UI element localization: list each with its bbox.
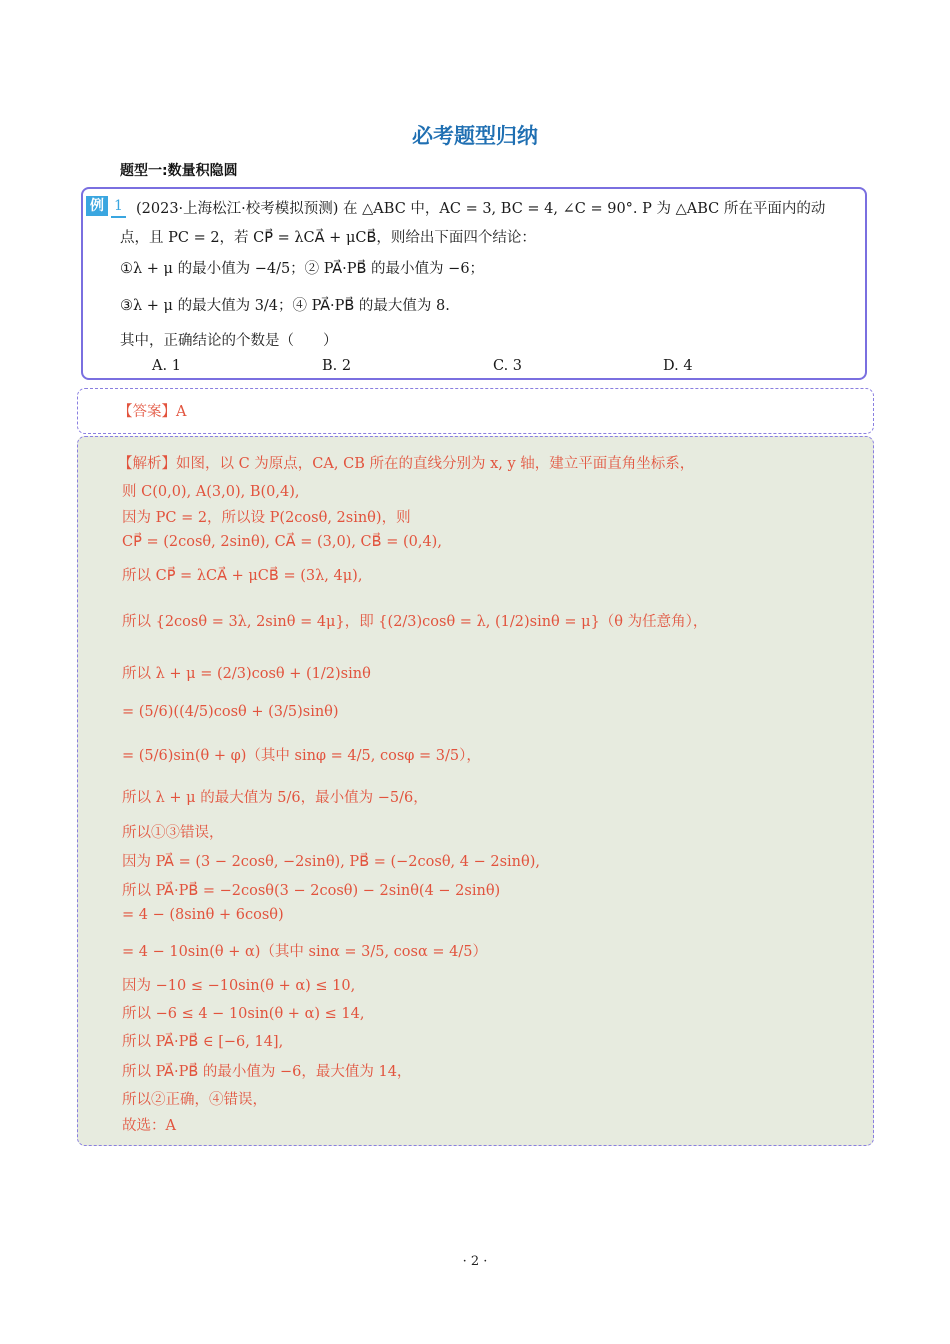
- solution-line: = 4 − 10sin(θ + α)（其中 sinα = 3/5, cosα = 4/5）: [122, 944, 487, 960]
- solution-line: 所以 −6 ≤ 4 − 10sin(θ + α) ≤ 14,: [122, 1006, 365, 1022]
- solution-line: = (5/6)sin(θ + φ)（其中 sinφ = 4/5, cosφ = 3/5），: [122, 748, 481, 764]
- solution-line: 所以 PA⃗·PB⃗ ∈ [−6, 14],: [122, 1034, 284, 1050]
- problem-line: (2023·上海松江·校考模拟预测) 在 △ABC 中，AC = 3, BC = 4, ∠C = 90°. P 为 △ABC 所在平面内的动: [136, 201, 826, 217]
- example-number: 1: [111, 196, 126, 218]
- answer-text: 【答案】A: [118, 404, 187, 420]
- solution-line: 【解析】如图，以 C 为原点，CA, CB 所在的直线分别为 x, y 轴，建立平面直角坐标系，: [118, 456, 695, 472]
- option-a: A. 1: [152, 358, 181, 374]
- solution-line: 所以 PA⃗·PB⃗ 的最小值为 −6，最大值为 14，: [122, 1064, 412, 1080]
- problem-line: 其中，正确结论的个数是（ ）: [120, 333, 338, 349]
- problem-line: ③λ + μ 的最大值为 3/4；④ PA⃗·PB⃗ 的最大值为 8.: [120, 298, 450, 314]
- solution-line: 所以 λ + μ 的最大值为 5/6，最小值为 −5/6，: [122, 790, 428, 806]
- solution-line: 所以②正确，④错误，: [122, 1092, 267, 1108]
- solution-line: = (5/6)((4/5)cosθ + (3/5)sinθ): [122, 704, 339, 720]
- problem-line: ①λ + μ 的最小值为 −4/5；② PA⃗·PB⃗ 的最小值为 −6；: [120, 261, 485, 277]
- option-d: D. 4: [663, 358, 693, 374]
- option-b: B. 2: [322, 358, 352, 374]
- page-number: · 2 ·: [462, 1254, 488, 1269]
- solution-line: 因为 −10 ≤ −10sin(θ + α) ≤ 10,: [122, 978, 356, 994]
- solution-line: = 4 − (8sinθ + 6cosθ): [122, 907, 284, 923]
- solution-line: 则 C(0,0), A(3,0), B(0,4),: [122, 484, 300, 500]
- page-title: 必考题型归纳: [412, 124, 538, 148]
- example-badge: 例: [86, 196, 108, 216]
- solution-line: 因为 PA⃗ = (3 − 2cosθ, −2sinθ), PB⃗ = (−2cosθ, 4 − 2sinθ),: [122, 854, 541, 870]
- solution-line: 所以 PA⃗·PB⃗ = −2cosθ(3 − 2cosθ) − 2sinθ(4 − 2sinθ): [122, 883, 501, 899]
- solution-line: 因为 PC = 2，所以设 P(2cosθ, 2sinθ)，则: [122, 510, 411, 526]
- solution-line: 所以 {2cosθ = 3λ, 2sinθ = 4μ}，即 {(2/3)cosθ = λ, (1/2)sinθ = μ}（θ 为任意角），: [122, 614, 708, 630]
- solution-line: 所以 CP⃗ = λCA⃗ + μCB⃗ = (3λ, 4μ),: [122, 568, 363, 584]
- answer-box: [77, 388, 874, 434]
- solution-line: CP⃗ = (2cosθ, 2sinθ), CA⃗ = (3,0), CB⃗ = (0,4),: [122, 534, 442, 550]
- section-heading: 题型一:数量积隐圆: [120, 163, 238, 179]
- solution-line: 所以①③错误，: [122, 825, 224, 841]
- solution-line: 故选：A: [122, 1118, 176, 1134]
- problem-line: 点，且 PC = 2，若 CP⃗ = λCA⃗ + μCB⃗，则给出下面四个结论：: [120, 230, 536, 246]
- solution-line: 所以 λ + μ = (2/3)cosθ + (1/2)sinθ: [122, 666, 371, 682]
- option-c: C. 3: [493, 358, 523, 374]
